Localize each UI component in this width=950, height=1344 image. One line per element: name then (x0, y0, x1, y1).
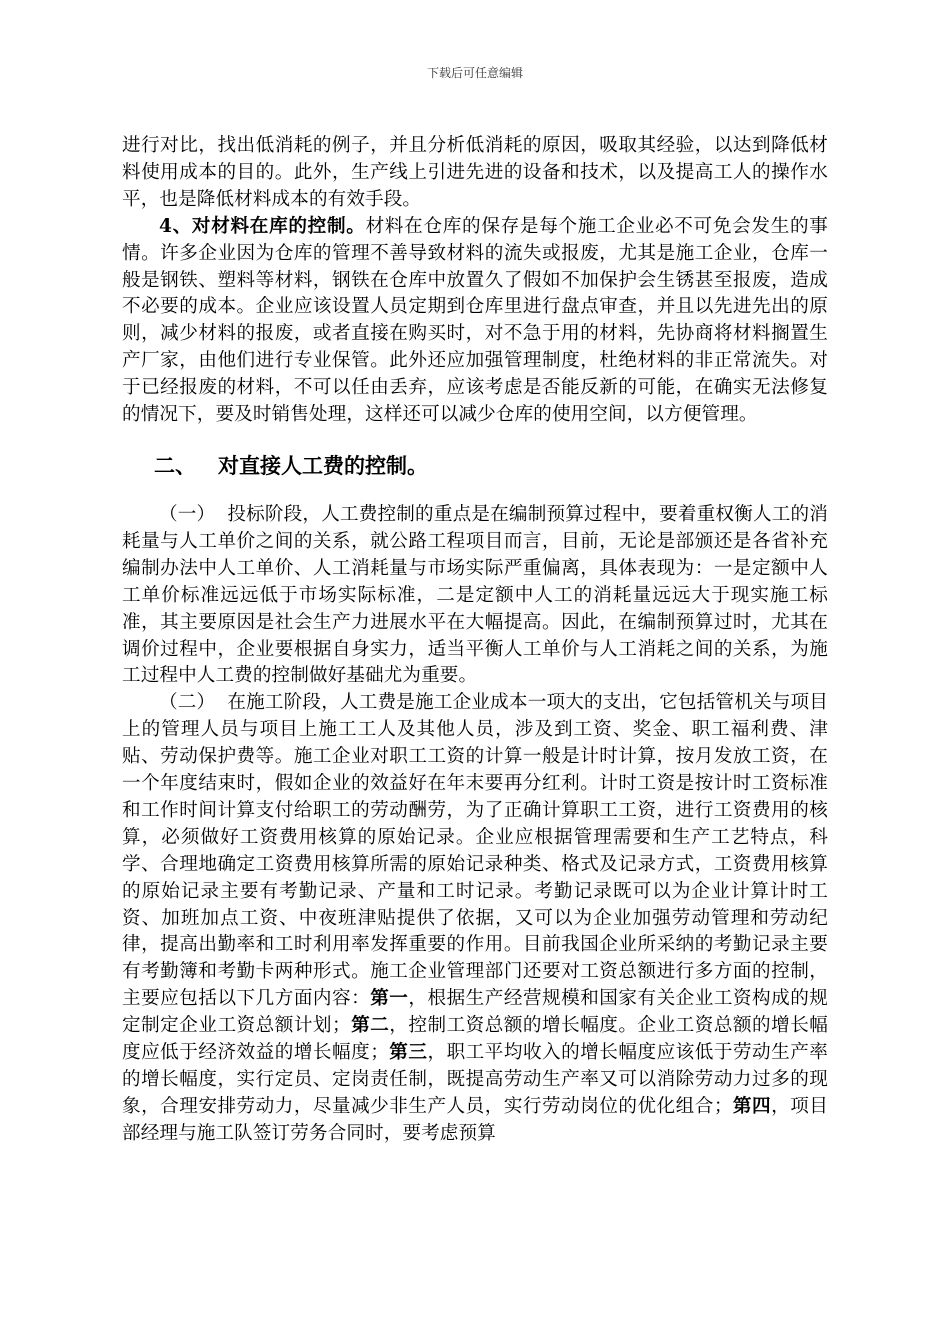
list-text-first: ，根据生产经营规模和国家有关企业工资构成的规定制定企业工资总额计划； (122, 988, 829, 1037)
list-text-fourth: ，项目部经理与施工队签订劳务合同时，要考虑预算 (122, 1095, 829, 1144)
document-body (122, 133, 828, 1148)
list-marker-fourth: 第四 (732, 1095, 772, 1117)
paragraph-text: 材料在仓库的保存是每个施工企业必不可免会发生的事情。许多企业因为仓库的管理不善导致材料的流失或报废，尤其是施工企业，仓库一般是钢铁、塑料等材料，钢铁在仓库中放置久了假如不加保护会生锈甚至报废，造成不必要的成本。企业应该设置人员定期到仓库里进行盘点审查，并且以先进先出的原则，减少材料的报废，或者直接在购买时，对不急于用的材料，先协商将材料搁置生产厂家，由他们进行专业保管。此外还应加强管理制度，杜绝材料的非正常流失。对于已经报废的材料，不可以任由丢弃，应该考虑是否能反新的可能，在确实无法修复的情况下，要及时销售处理，这样还可以减少仓库的使用空间，以方便管理。 (122, 215, 828, 426)
paragraph-construction-stage (122, 690, 828, 1147)
paragraph-label: （二） (159, 692, 216, 714)
section-title: 对直接人工费的控制。 (218, 452, 428, 478)
paragraph-text: 在施工阶段，人工费是施工企业成本一项大的支出，它包括管机关与项目上的管理人员与项目上施工工人及其他人员，涉及到工资、奖金、职工福利费、津贴、劳动保护费等。施工企业对职工工资的计算一般是计时计算，按月发放工资，在一个年度结束时，假如企业的效益好在年末要再分红利。计时工资是按计时工资标准和工作时间计算支付给职工的劳动酬劳，为了正确计算职工工资，进行工资费用的核算，必须做好工资费用核算的原始记录。企业应根据管理需要和生产工艺特点，科学、合理地确定工资费用核算所需的原始记录种类、格式及记录方式，工资费用核算的原始记录主要有考勤记录、产量和工时记录。考勤记录既可以为企业计算计时工资、加班加点工资、中夜班津贴提供了依据，又可以为企业加强劳动管理和劳动纪律，提高出勤率和工时利用率发挥重要的作用。目前我国企业所采纳的考勤记录主要有考勤簿和考勤卡两种形式。施工企业管理部门还要对工资总额进行多方面的控制，主要应包括以下几方面内容： (122, 692, 828, 1010)
list-marker-second: 第二 (350, 1015, 390, 1037)
list-text-third: ，职工平均收入的增长幅度应该低于劳动生产率的增长幅度，实行定员、定岗责任制，既提高劳动生产率又可以消除劳动力过多的现象，合理安排劳动力，尽量减少非生产人员，实行劳动岗位的优化组合； (122, 1042, 829, 1117)
list-marker-first: 第一 (370, 988, 409, 1010)
section-heading (122, 451, 828, 481)
paragraph-inventory-control (122, 214, 828, 429)
paragraph-material-comparison (122, 133, 828, 214)
section-number: 二、 (154, 452, 196, 478)
paragraph-bold-lead: 4、对材料在库的控制。 (159, 215, 366, 237)
list-text-second: ，控制工资总额的增长幅度。企业工资总额的增长幅度应低于经济效益的增长幅度； (122, 1015, 829, 1064)
paragraph-bidding-stage (122, 502, 828, 690)
paragraph-text: 投标阶段，人工费控制的重点是在编制预算过程中，要着重权衡人工的消耗量与人工单价之间的关系，就公路工程项目而言，目前，无论是部颁还是各省补充编制办法中人工单价、人工消耗量与市场实际严重偏离，具体表现为：一是定额中人工单价标准远远低于市场实际标准，二是定额中人工的消耗量远远大于现实施工标准，其主要原因是社会生产力进展水平在大幅提高。因此，在编制预算过时，尤其在调价过程中，企业要根据自身实力，适当平衡人工单价与人工消耗之间的关系，为施工过程中人工费的控制做好基础尤为重要。 (122, 503, 828, 687)
paragraph-label: （一） (159, 503, 216, 525)
page-header: 下载后可任意编辑 (426, 66, 523, 80)
paragraph-text: 进行对比，找出低消耗的例子，并且分析低消耗的原因，吸取其经验，以达到降低材料使用成本的目的。此外，生产线上引进先进的设备和技术，以及提高工人的操作水平，也是降低材料成本的有效手段。 (122, 135, 828, 210)
list-marker-third: 第三 (388, 1042, 428, 1064)
